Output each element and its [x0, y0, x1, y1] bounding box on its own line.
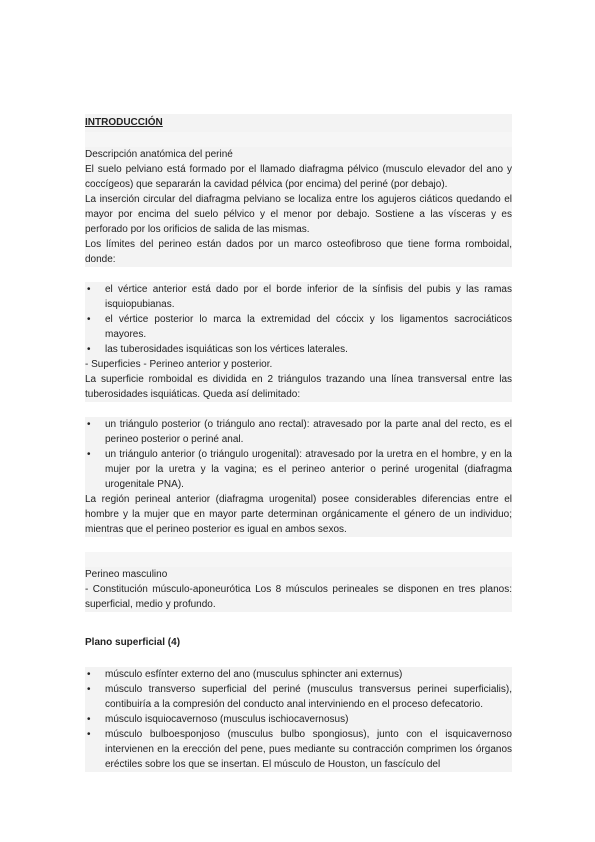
spacer — [85, 132, 512, 147]
limits-list — [85, 282, 512, 357]
spacer — [85, 267, 512, 282]
list-item: • el vértice posterior lo marca la extremidad del cóccix y los ligamentos sacrociáticos mayores. — [85, 312, 512, 342]
anatomy-section — [85, 147, 512, 267]
paragraph-pelvic-floor: El suelo pelviano está formado por el llamado diafragma pélvico (musculo elevador del ano y coccígeos) que separarán la cavidad pélvica (por encima) del periné (por debajo). — [85, 164, 512, 190]
list-item: • músculo isquiocavernoso (musculus ischiocavernosus) — [85, 712, 512, 727]
triangles-list — [85, 417, 512, 492]
limits-section — [85, 282, 512, 402]
document-body — [85, 114, 512, 772]
superficial-plane-heading: Plano superficial (4) — [85, 637, 181, 648]
paragraph-rhomboid: La superficie romboidal es dividida en 2 triángulos trazando una línea transversal entre las tuberosidades isquiáticas. Queda así delimitado: — [85, 374, 512, 400]
surfaces-line: - Superficies - Perineo anterior y posterior. — [85, 359, 273, 370]
triangles-section — [85, 417, 512, 537]
list-item: • un triángulo anterior (o triángulo urogenital): atravesado por la uretra en el hombre, y en la mujer por la uretra y la vagina; es el perineo anterior o periné urogenital (diafragma urogenitale PNA). — [85, 447, 512, 492]
spacer — [85, 537, 512, 552]
anatomy-title: Descripción anatómica del periné — [85, 149, 233, 160]
male-section — [85, 567, 512, 612]
list-item: • el vértice anterior está dado por el borde inferior de la sínfisis del pubis y las ramas isquiopubianas. — [85, 282, 512, 312]
list-item: • las tuberosidades isquiáticas son los vértices laterales. — [85, 342, 512, 357]
list-item: • músculo bulboesponjoso (musculus bulbo spongiosus), junto con el isquicavernoso intervienen en la erección del pene, pues mediante su contracción comprimen los órganos eréctiles sobre los que se insertan. El músculo de Houston, un fascículo del — [85, 727, 512, 772]
male-title: Perineo masculino — [85, 569, 168, 580]
paragraph-region: La región perineal anterior (diafragma urogenital) posee considerables diferencias entre el hombre y la mujer que en mayor parte determinan orgánicamente el género de un individuo; mientras que el perineo posterior es igual en ambos sexos. — [85, 494, 512, 535]
paragraph-limits: Los límites del perineo están dados por un marco osteofibroso que tiene forma romboidal, donde: — [85, 239, 512, 265]
muscles-section — [85, 667, 512, 772]
list-item: • músculo transverso superficial del periné (musculus transversus perinei superficialis), contibuiría a la compresión del conducto anal interviniendo en el proceso defecatorio. — [85, 682, 512, 712]
spacer — [85, 652, 512, 667]
list-item: • un triángulo posterior (o triángulo ano rectal): atravesado por la parte anal del recto, es el perineo posterior o periné anal. — [85, 417, 512, 447]
list-item: • músculo esfínter externo del ano (musculus sphincter ani externus) — [85, 667, 512, 682]
intro-heading: INTRODUCCIÓN — [85, 114, 512, 132]
spacer — [85, 612, 512, 634]
spacer — [85, 552, 512, 567]
spacer — [85, 402, 512, 417]
muscles-list — [85, 667, 512, 772]
paragraph-male-constitution: - Constitución músculo-aponeurótica Los 8 músculos perineales se disponen en tres planos: superficial, medio y profundo. — [85, 584, 512, 610]
paragraph-insertion: La inserción circular del diafragma pelviano se localiza entre los agujeros ciáticos quedando el mayor por encima del suelo pélvico y el menor por debajo. Sostiene a las vísceras y es perforado por los orificios de salida de las mismas. — [85, 194, 512, 235]
